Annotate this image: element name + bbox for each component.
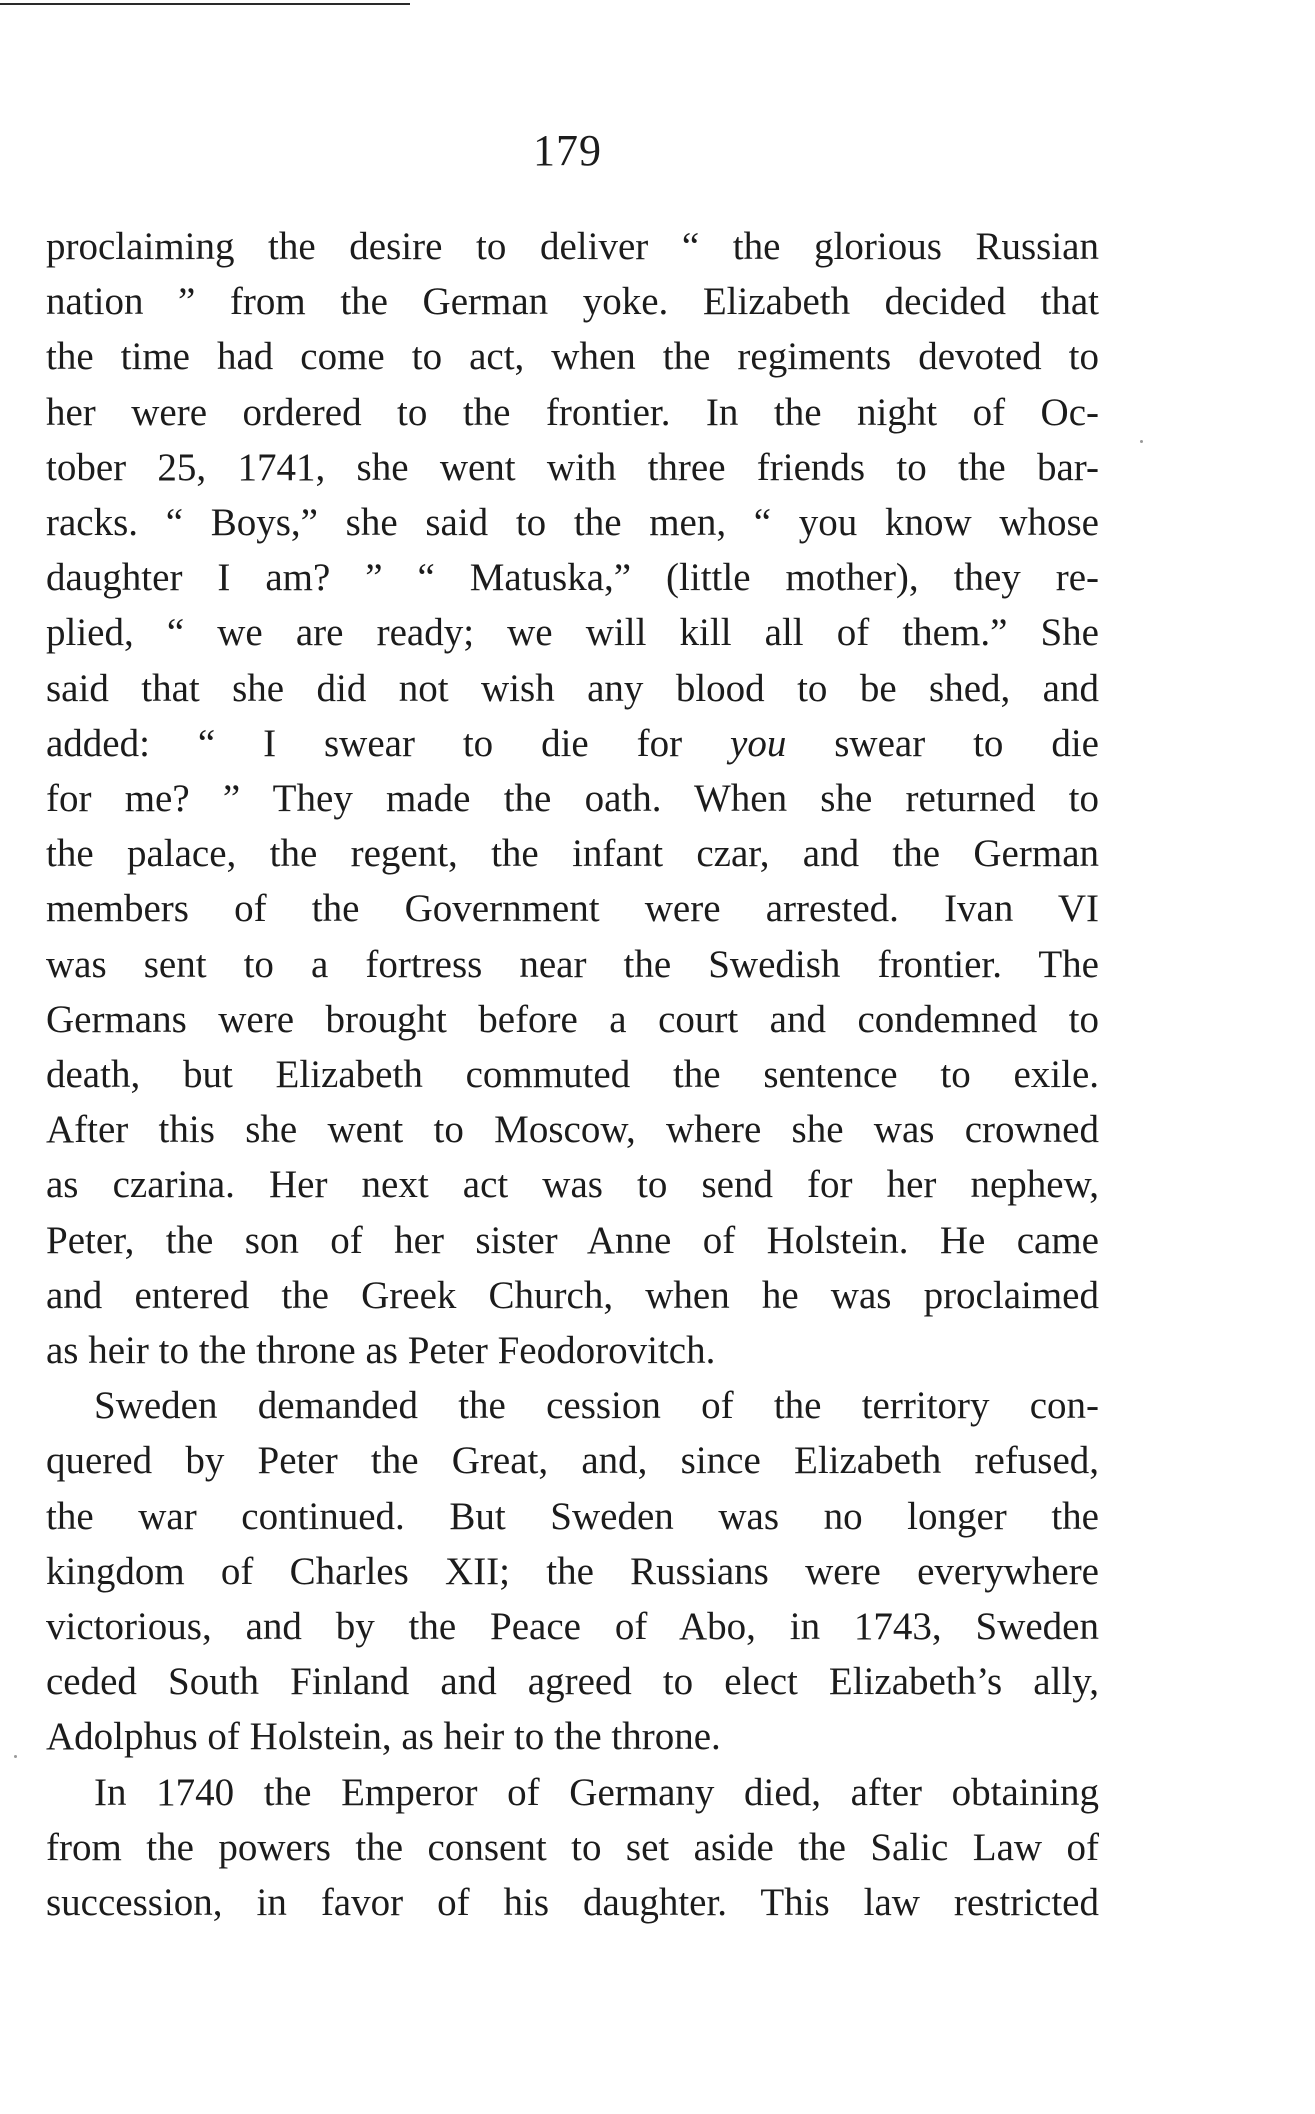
text-line: her were ordered to the frontier. In the night of Oc- <box>46 390 1099 434</box>
paragraph-2 <box>46 1378 1099 1764</box>
top-rule <box>0 3 410 5</box>
text-line: proclaiming the desire to deliver “ the glorious Russian <box>46 225 1099 268</box>
text-line: tober 25, 1741, she went with three friends to the bar- <box>46 445 1099 489</box>
paragraph-3 <box>46 1765 1099 1931</box>
scan-speck <box>1140 440 1143 443</box>
scan-speck <box>14 1755 17 1758</box>
text-line: for me? ” They made the oath. When she returned to <box>46 777 1099 821</box>
text-line: the palace, the regent, the infant czar, and the German <box>46 832 1099 876</box>
text-line: was sent to a fortress near the Swedish frontier. The <box>46 942 1099 986</box>
text-line: kingdom of Charles XII; the Russians were everywhere <box>46 1549 1099 1593</box>
text-line: Germans were brought before a court and condemned to <box>46 997 1099 1041</box>
text-line: death, but Elizabeth commuted the sentence to exile. <box>46 1053 1099 1097</box>
text-line: In 1740 the Emperor of Germany died, after obtaining <box>94 1770 1099 1814</box>
text-line: Sweden demanded the cession of the territory con- <box>94 1384 1099 1428</box>
text-line: daughter I am? ” “ Matuska,” (little mother), they re- <box>46 556 1099 600</box>
text-line: After this she went to Moscow, where she was crowned <box>46 1108 1099 1152</box>
text-line: as czarina. Her next act was to send for her nephew, <box>46 1163 1099 1207</box>
text-line: members of the Government were arrested. Ivan VI <box>46 887 1099 931</box>
text-line: and entered the Greek Church, when he was proclaimed <box>46 1273 1099 1317</box>
text-line: from the powers the consent to set aside the Salic Law of <box>46 1825 1099 1869</box>
text-line: nation ” from the German yoke. Elizabeth decided that <box>46 280 1099 324</box>
text-line: ceded South Finland and agreed to elect Elizabeth’s ally, <box>46 1660 1099 1704</box>
text-line: quered by Peter the Great, and, since Elizabeth refused, <box>46 1439 1099 1483</box>
italic-word: you <box>730 721 787 765</box>
text-line: victorious, and by the Peace of Abo, in 1743, Sweden <box>46 1605 1099 1649</box>
text-line-with-italic <box>46 716 1099 771</box>
text-segment: swear to die <box>786 721 1099 765</box>
text-line: the war continued. But Sweden was no longer the <box>46 1494 1099 1538</box>
text-line: Adolphus of Holstein, as heir to the throne. <box>46 1715 721 1759</box>
page-number: 179 <box>533 126 602 175</box>
text-line: as heir to the throne as Peter Feodorovitch. <box>46 1329 716 1373</box>
text-line: succession, in favor of his daughter. This law restricted <box>46 1881 1099 1925</box>
text-line: said that she did not wish any blood to be shed, and <box>46 666 1099 710</box>
text-line: Peter, the son of her sister Anne of Holstein. He came <box>46 1218 1099 1262</box>
body-text <box>46 219 1099 1930</box>
text-line: racks. “ Boys,” she said to the men, “ you know whose <box>46 501 1099 545</box>
text-segment: added: “ I swear to die for <box>46 721 731 765</box>
text-line: the time had come to act, when the regiments devoted to <box>46 335 1099 379</box>
text-line: plied, “ we are ready; we will kill all of them.” She <box>46 611 1099 655</box>
paragraph-1 <box>46 219 1099 1378</box>
